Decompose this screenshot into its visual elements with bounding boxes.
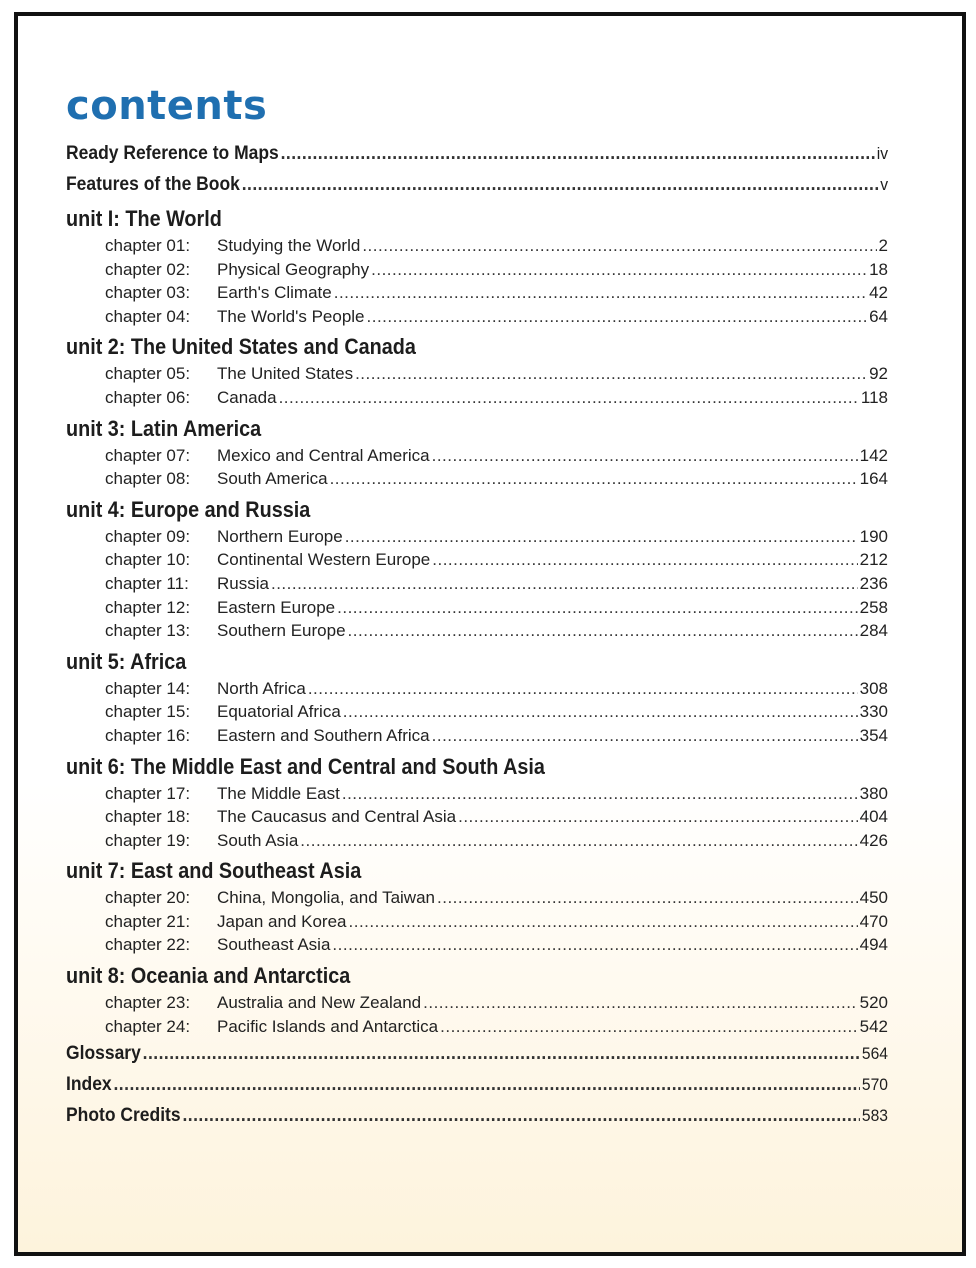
units-list (66, 200, 888, 1038)
chapter-page: 92 (869, 364, 888, 384)
chapter-title: The Middle East (217, 783, 340, 803)
chapter-number: chapter 08: (105, 469, 191, 489)
entry-page: 564 (861, 1044, 889, 1064)
chapter-page: 64 (869, 306, 888, 326)
chapter-page: 164 (859, 469, 888, 489)
chapter-page: 404 (859, 807, 888, 827)
chapter-number: chapter 05: (105, 364, 191, 384)
chapter-entry[interactable] (66, 886, 888, 910)
dot-leader (279, 386, 859, 410)
entry-page: iv (876, 144, 889, 163)
dot-leader (343, 700, 858, 724)
chapter-page: 258 (859, 597, 888, 617)
dot-leader (437, 886, 858, 910)
chapter-entry[interactable] (66, 1015, 888, 1039)
dot-leader (300, 829, 857, 853)
unit-section (66, 643, 888, 748)
entry-page: 570 (861, 1075, 889, 1095)
chapter-page: 142 (859, 445, 888, 465)
chapter-page: 284 (859, 621, 888, 641)
chapter-number: chapter 03: (105, 283, 191, 303)
unit-section (66, 410, 888, 491)
chapter-number: chapter 13: (105, 621, 191, 641)
dot-leader (342, 782, 858, 806)
chapter-page: 18 (869, 259, 888, 279)
entry-page: 583 (861, 1106, 889, 1126)
unit-section (66, 491, 888, 643)
chapter-entry[interactable] (66, 305, 888, 329)
chapter-title: Canada (217, 387, 277, 407)
unit-section (66, 328, 888, 409)
dot-leader (432, 444, 858, 468)
chapter-title: Eastern and Southern Africa (217, 725, 430, 745)
chapter-entry[interactable] (66, 234, 888, 258)
chapter-page: 380 (859, 783, 888, 803)
dot-leader (362, 234, 876, 258)
back-matter-entry[interactable] (66, 1069, 888, 1100)
chapter-title: North Africa (217, 678, 306, 698)
page-title: contents (66, 83, 268, 129)
chapter-title: Physical Geography (217, 259, 370, 279)
chapter-page: 494 (859, 935, 888, 955)
chapter-title: The United States (217, 364, 354, 384)
chapter-entry[interactable] (66, 596, 888, 620)
chapter-number: chapter 04: (105, 306, 191, 326)
entry-label: Index (66, 1074, 112, 1096)
chapter-title: Southeast Asia (217, 935, 331, 955)
chapter-title: China, Mongolia, and Taiwan (217, 888, 435, 908)
chapter-title: Studying the World (217, 236, 361, 255)
chapter-entry[interactable] (66, 548, 888, 572)
chapter-number: chapter 17: (105, 783, 191, 803)
chapter-title: Earth's Climate (217, 283, 332, 303)
chapter-number: chapter 16: (105, 725, 191, 745)
unit-title[interactable]: unit 3: Latin America (66, 415, 262, 441)
unit-section (66, 852, 888, 957)
chapter-title: Australia and New Zealand (217, 993, 422, 1013)
chapter-number: chapter 22: (105, 935, 191, 955)
chapter-entry[interactable] (66, 805, 888, 829)
chapter-page: 2 (878, 236, 888, 255)
dot-leader (337, 596, 857, 620)
dot-leader (271, 572, 858, 596)
chapter-title: South Asia (217, 830, 299, 850)
chapter-title: Continental Western Europe (217, 550, 431, 570)
chapter-entry[interactable] (66, 619, 888, 643)
chapter-number: chapter 10: (105, 550, 191, 570)
dot-leader (345, 525, 858, 549)
chapter-title: Southern Europe (217, 621, 346, 641)
chapter-number: chapter 20: (105, 888, 191, 908)
front-matter-entry[interactable] (66, 169, 888, 200)
page-frame (14, 12, 966, 1256)
unit-title[interactable]: unit 4: Europe and Russia (66, 496, 311, 522)
dot-leader (332, 933, 857, 957)
chapter-number: chapter 15: (105, 702, 191, 722)
chapter-title: Northern Europe (217, 526, 343, 546)
entry-label: Glossary (66, 1043, 141, 1065)
chapter-page: 190 (859, 526, 888, 546)
chapter-entry[interactable] (66, 362, 888, 386)
chapter-entry[interactable] (66, 677, 888, 701)
chapter-title: Russia (217, 573, 269, 593)
dot-leader (432, 548, 857, 572)
chapter-entry[interactable] (66, 700, 888, 724)
chapter-number: chapter 12: (105, 597, 191, 617)
chapter-title: Eastern Europe (217, 597, 336, 617)
chapter-number: chapter 06: (105, 387, 191, 407)
unit-title[interactable]: unit I: The World (66, 206, 222, 231)
chapter-number: chapter 18: (105, 807, 191, 827)
entry-label: Features of the Book (66, 174, 240, 195)
dot-leader (432, 724, 858, 748)
chapter-title: South America (217, 469, 328, 489)
chapter-title: Mexico and Central America (217, 445, 430, 465)
dot-leader (367, 305, 868, 329)
chapter-number: chapter 09: (105, 526, 191, 546)
chapter-entry[interactable] (66, 444, 888, 468)
dot-leader (308, 677, 858, 701)
chapter-entry[interactable] (66, 281, 888, 305)
chapter-page: 236 (859, 573, 888, 593)
entry-label: Ready Reference to Maps (66, 143, 279, 164)
chapter-number: chapter 19: (105, 830, 191, 850)
chapter-number: chapter 01: (105, 236, 191, 255)
dot-leader (371, 258, 867, 282)
dot-leader (440, 1015, 858, 1039)
back-matter-entry[interactable] (66, 1038, 888, 1069)
chapter-number: chapter 14: (105, 678, 191, 698)
chapter-entry[interactable] (66, 525, 888, 549)
dot-leader (242, 169, 879, 200)
chapter-page: 42 (869, 283, 888, 303)
dot-leader (334, 281, 867, 305)
dot-leader (349, 910, 858, 934)
chapter-page: 542 (859, 1016, 888, 1036)
chapter-entry[interactable] (66, 933, 888, 957)
chapter-title: Japan and Korea (217, 911, 347, 931)
chapter-page: 520 (859, 993, 888, 1013)
chapter-number: chapter 24: (105, 1016, 191, 1036)
dot-leader (423, 991, 858, 1015)
chapter-entry[interactable] (66, 258, 888, 282)
chapter-entry[interactable] (66, 991, 888, 1015)
chapter-entry[interactable] (66, 724, 888, 748)
chapter-page: 450 (859, 888, 888, 908)
entry-label: Photo Credits (66, 1105, 181, 1127)
unit-section (66, 957, 888, 1038)
chapter-page: 212 (859, 550, 888, 570)
dot-leader (348, 619, 858, 643)
chapter-number: chapter 02: (105, 259, 191, 279)
chapter-number: chapter 11: (105, 573, 189, 593)
chapter-entry[interactable] (66, 572, 888, 596)
chapter-entry[interactable] (66, 467, 888, 491)
chapter-page: 308 (859, 678, 888, 698)
dot-leader (330, 467, 858, 491)
chapter-entry[interactable] (66, 386, 888, 410)
chapter-page: 426 (859, 830, 888, 850)
dot-leader (458, 805, 858, 829)
unit-title[interactable]: unit 2: The United States and Canada (66, 334, 416, 360)
unit-title[interactable]: unit 5: Africa (66, 648, 187, 674)
chapter-page: 330 (859, 702, 888, 722)
chapter-number: chapter 23: (105, 993, 191, 1013)
unit-title[interactable]: unit 7: East and Southeast Asia (66, 858, 362, 884)
front-matter (66, 138, 888, 200)
dot-leader (182, 1100, 860, 1131)
dot-leader (355, 362, 867, 386)
back-matter-entry[interactable] (66, 1100, 888, 1131)
chapter-number: chapter 07: (105, 445, 191, 465)
chapter-page: 118 (860, 387, 888, 407)
table-of-contents (66, 84, 888, 1131)
chapter-number: chapter 21: (105, 911, 191, 931)
chapter-title: The Caucasus and Central Asia (217, 807, 457, 827)
chapter-entry[interactable] (66, 910, 888, 934)
chapter-page: 470 (859, 911, 888, 931)
dot-leader (143, 1038, 860, 1069)
unit-section (66, 748, 888, 853)
dot-leader (113, 1069, 860, 1100)
chapter-title: The World's People (217, 306, 365, 326)
unit-title[interactable]: unit 6: The Middle East and Central and South Asia (66, 753, 545, 779)
back-matter (66, 1038, 888, 1131)
unit-title[interactable]: unit 8: Oceania and Antarctica (66, 963, 351, 989)
dot-leader (281, 138, 875, 169)
entry-page: v (880, 175, 889, 194)
chapter-entry[interactable] (66, 782, 888, 806)
chapter-entry[interactable] (66, 829, 888, 853)
unit-section (66, 200, 888, 328)
chapter-title: Equatorial Africa (217, 702, 341, 722)
chapter-page: 354 (859, 725, 888, 745)
chapter-title: Pacific Islands and Antarctica (217, 1016, 439, 1036)
front-matter-entry[interactable] (66, 138, 888, 169)
